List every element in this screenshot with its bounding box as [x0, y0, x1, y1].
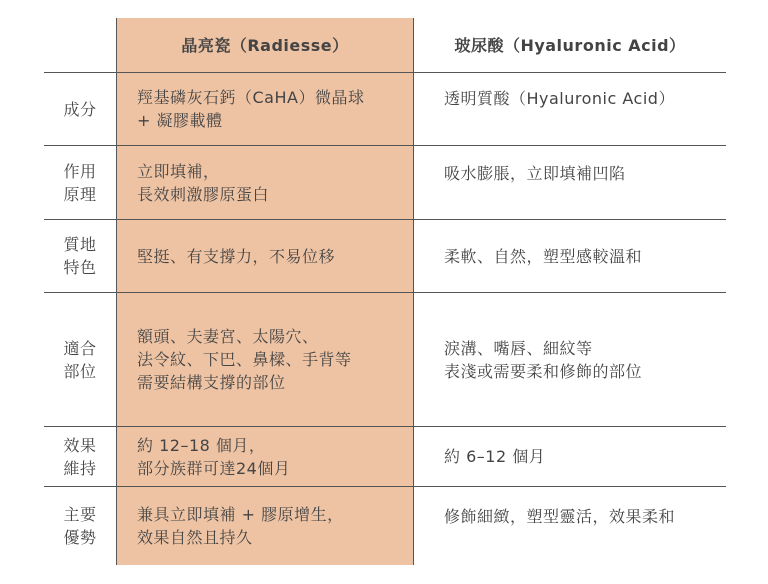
hyaluronic-ingredients: 透明質酸（Hyaluronic Acid） — [444, 89, 675, 108]
header-radiesse: 晶亮瓷（Radiesse） — [116, 18, 414, 72]
row-label-advantages: 主要 優勢 — [63, 505, 97, 547]
radiesse-ingredients: 羥基磷灰石鈣（CaHA）微晶球 + 凝膠載體 — [116, 73, 414, 145]
radiesse-advantages: 兼具立即填補 + 膠原增生， 效果自然且持久 — [116, 487, 414, 565]
hyaluronic-texture: 柔軟、自然，塑型感較溫和 — [444, 246, 643, 266]
comparison-table — [44, 18, 726, 565]
radiesse-texture: 堅挺、有支撐力，不易位移 — [116, 220, 414, 292]
row-label-mechanism: 作用 原理 — [63, 161, 97, 204]
table-row — [44, 427, 726, 487]
radiesse-duration: 約 12–18 個月， 部分族群可達24個月 — [116, 427, 414, 486]
radiesse-areas: 額頭、夫妻宮、太陽穴、 法令紋、下巴、鼻樑、手背等 需要結構支撐的部位 — [116, 293, 414, 426]
hyaluronic-advantages: 修飾細緻，塑型靈活，效果柔和 — [444, 507, 676, 526]
table-row — [44, 487, 726, 565]
row-label-areas: 適合 部位 — [63, 338, 97, 381]
hyaluronic-areas: 淚溝、嘴唇、細紋等 表淺或需要柔和修飾的部位 — [444, 338, 643, 381]
row-label-ingredients: 成分 — [63, 99, 97, 119]
header-row — [44, 18, 726, 73]
header-hyaluronic: 玻尿酸（Hyaluronic Acid） — [454, 35, 686, 55]
table-row — [44, 146, 726, 220]
row-label-duration: 效果 維持 — [63, 435, 97, 478]
row-label-texture: 質地 特色 — [63, 235, 97, 277]
table-row — [44, 220, 726, 293]
table-row — [44, 73, 726, 146]
radiesse-mechanism: 立即填補， 長效刺激膠原蛋白 — [116, 146, 414, 219]
hyaluronic-duration: 約 6–12 個月 — [444, 447, 546, 466]
header-blank-cell — [44, 18, 116, 72]
hyaluronic-mechanism: 吸水膨脹，立即填補凹陷 — [444, 164, 626, 183]
table-row — [44, 293, 726, 427]
